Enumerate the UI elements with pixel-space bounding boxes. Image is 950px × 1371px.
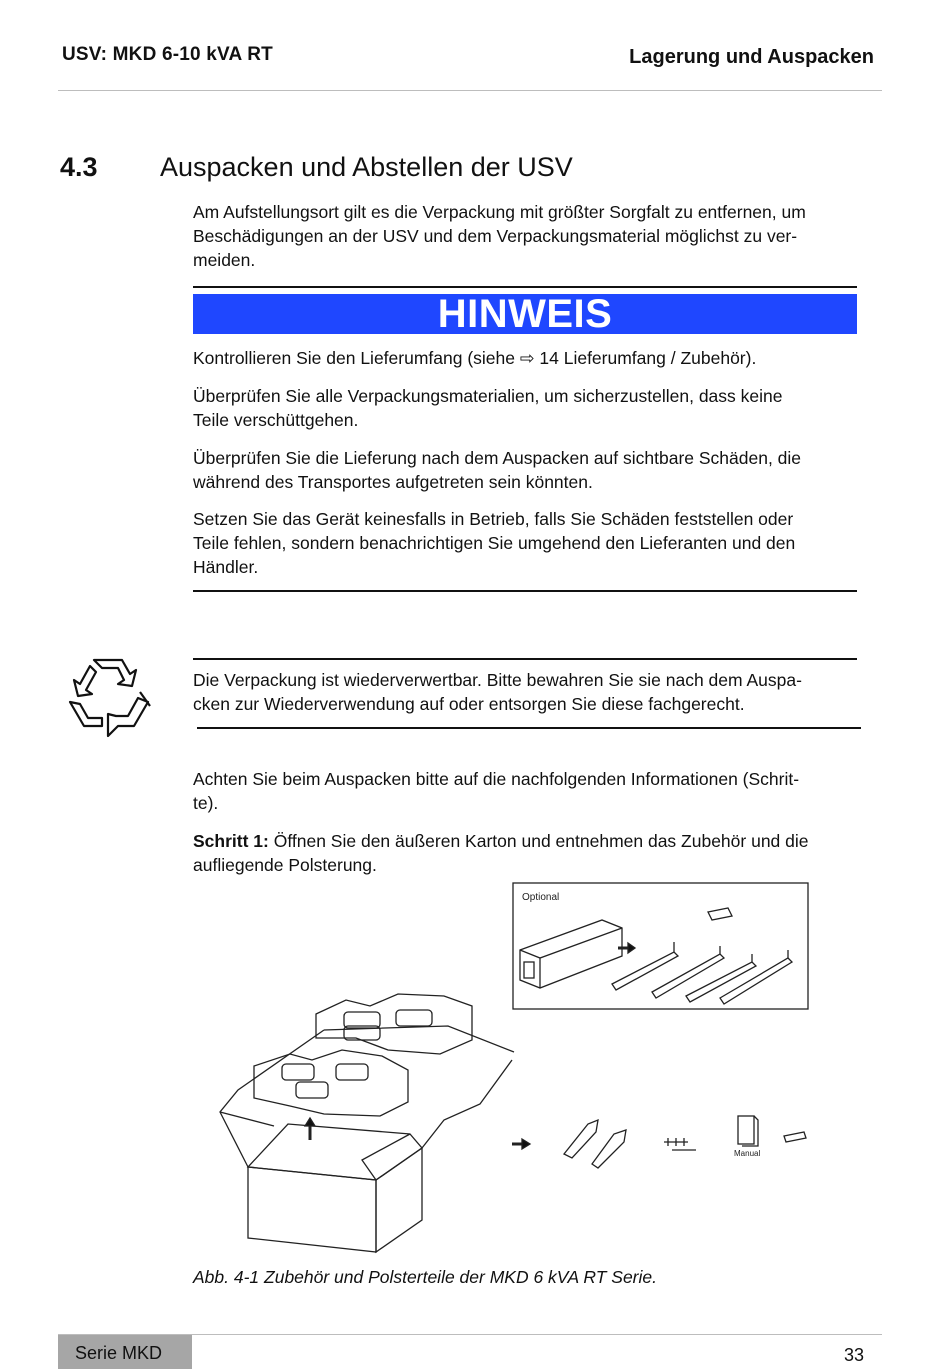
manual-label: Manual <box>734 1149 761 1158</box>
notice-line: Überprüfen Sie die Lieferung nach dem Auspacken auf sichtbare Schäden, die <box>193 448 802 468</box>
step-1-line <box>193 829 861 853</box>
notice-top-rule <box>193 286 857 288</box>
intro-line: Beschädigungen an der USV und dem Verpackungsmaterial möglichst zu ver- <box>193 226 798 246</box>
notice-paragraph <box>193 507 861 579</box>
step-1 <box>193 829 861 877</box>
recycle-top-rule <box>193 658 857 660</box>
notice-paragraph: Kontrollieren Sie den Lieferumfang (siehe ⇨ 14 Lieferumfang / Zubehör). <box>193 348 757 368</box>
intro-line: meiden. <box>193 250 256 270</box>
recycle-bottom-rule <box>197 727 861 729</box>
optional-label: Optional <box>522 892 560 903</box>
recycle-icon <box>64 654 156 738</box>
steps-intro-line: te). <box>193 793 219 813</box>
notice-line: Setzen Sie das Gerät keinesfalls in Betrieb, falls Sie Schäden feststellen oder <box>193 509 794 529</box>
figure-caption: Abb. 4-1 Zubehör und Polsterteile der MKD 6 kVA RT Serie. <box>193 1267 657 1287</box>
header-chapter: Lagerung und Auspacken <box>629 46 874 68</box>
header-title: USV: MKD 6-10 kVA RT <box>62 44 273 65</box>
packaging-illustration <box>212 880 822 1260</box>
steps-intro <box>193 767 861 815</box>
step-1-line: aufliegende Polsterung. <box>193 855 377 875</box>
intro-line: Am Aufstellungsort gilt es die Verpackung mit größter Sorgfalt zu entfernen, um <box>193 202 806 222</box>
recycle-line: Die Verpackung ist wiederverwertbar. Bitte bewahren Sie sie nach dem Auspa- <box>193 670 802 690</box>
footer-series-tab: Serie MKD <box>58 1335 192 1369</box>
notice-line: während des Transportes aufgetreten sein könnten. <box>193 472 593 492</box>
header-divider <box>58 90 882 91</box>
steps-intro-line: Achten Sie beim Auspacken bitte auf die nachfolgenden Informationen (Schrit- <box>193 769 800 789</box>
notice-heading: HINWEIS <box>193 294 857 334</box>
step-1-label: Schritt 1: <box>193 831 269 851</box>
recycle-paragraph <box>193 668 861 716</box>
recycle-line: cken zur Wiederverwendung auf oder entsorgen Sie diese fachgerecht. <box>193 694 745 714</box>
notice-line: Überprüfen Sie alle Verpackungsmaterialien, um sicherzustellen, dass keine <box>193 386 783 406</box>
notice-line: Händler. <box>193 557 259 577</box>
notice-paragraph <box>193 384 861 432</box>
section-number: 4.3 <box>60 152 98 182</box>
step-1-text: Öffnen Sie den äußeren Karton und entnehmen das Zubehör und die <box>268 831 809 851</box>
notice-bottom-rule <box>193 590 857 592</box>
notice-line: Teile fehlen, sondern benachrichtigen Sie umgehend den Lieferanten und den <box>193 533 796 553</box>
notice-line: Teile verschüttgehen. <box>193 410 359 430</box>
page-number: 33 <box>843 1345 864 1365</box>
section-title: Auspacken und Abstellen der USV <box>160 152 573 182</box>
notice-paragraph <box>193 446 861 494</box>
intro-paragraph <box>193 200 861 272</box>
